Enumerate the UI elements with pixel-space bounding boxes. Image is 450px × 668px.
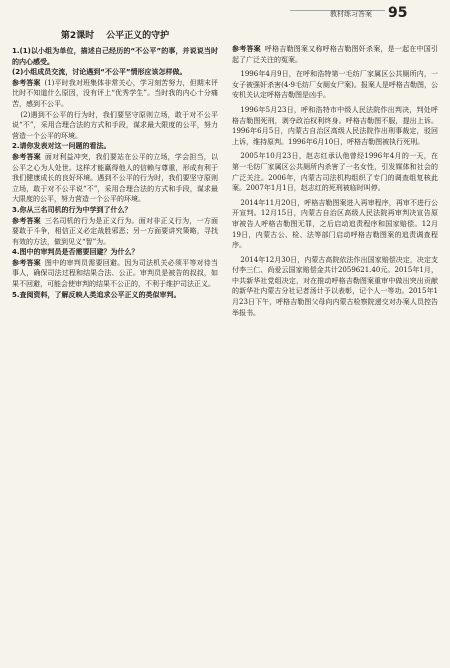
- answer-2: [12, 152, 218, 205]
- answer-3-text: 三名司机的行为是正义行为。面对非正义行为，一方面要敢于斗争，相信正义必定战胜邪恶；另一方面要讲究策略，寻找有效的方法，做到见义“智”为。: [12, 216, 219, 246]
- page-number: 95: [388, 5, 408, 21]
- answer-5-para-4: 2014年11月20日，呼格吉勒图案进入再审程序，再审不进行公开宣判。12月15日，内蒙古自治区高级人民法院再审判决宣告原审被告人呼格吉勒图无罪，之后启动追责程序和国家赔偿。12月19日，内蒙古公、检、法等部门启动呼格吉勒图案的追责调查程序。: [232, 198, 438, 250]
- answer-label: 参考答案: [232, 45, 261, 53]
- answer-4: [12, 258, 218, 290]
- right-column: [232, 44, 438, 318]
- lesson-name: 公平正义的守护: [106, 31, 170, 41]
- question-4: 4.图中的审判员是否需要回避？为什么？: [12, 248, 139, 257]
- left-column: [12, 46, 218, 300]
- lesson-title: [12, 28, 218, 42]
- lesson-number: 第2课时: [60, 31, 95, 41]
- answer-5-para-2: 1996年5月23日，呼和浩特市中级人民法院作出判决，判处呼格吉勒图死刑，剥夺政治权利终身。呼格吉勒图不服，提出上诉。1996年6月5日，内蒙古自治区高级人民法院作出刑事裁定，驳回上诉，维持原判。1996年6月10日，呼格吉勒图被执行死刑。: [232, 105, 438, 146]
- answer-5-para-1: 1996年4月9日，在呼和浩特第一毛纺厂家属区公共厕所内，一女子被强奸杀害(4·9毛纺厂女厕女尸案)。报案人是呼格吉勒图，公安机关认定呼格吉勒图是凶手。: [232, 70, 438, 100]
- header-label: 教材练习答案: [330, 10, 372, 18]
- question-2: 2.请你发表对这一问题的看法。: [12, 142, 111, 151]
- answer-3: [12, 216, 218, 248]
- answer-4-text: 图中的审判员需要回避。因为司法机关必须平等对待当事人，确保司法过程和结果合法、公正。审判员是被告的叔叔，如果不回避，可能会使审判的结果不公正的，不利于维护司法正义。: [12, 258, 219, 289]
- answer-5-para-3: 2005年10月23日，赵志红承认他曾经1996年4月的一天，在第一毛纺厂家属区公共厕所内杀害了一名女性，引发媒体和社会的广泛关注。2006年，内蒙古司法机构组织了专门的调查组复核此案。2007年1月1日，赵志红的死刑被临时叫停。: [232, 152, 438, 193]
- question-3: 3.你从三名司机的行为中学到了什么？: [12, 205, 132, 214]
- question-1: 1.(1)以小组为单位，描述自己经历的“不公平”的事，并说说当时的内心感受。: [12, 47, 218, 66]
- answer-1: [12, 78, 218, 110]
- answer-5-intro: [232, 44, 438, 65]
- answer-label: 参考答案: [12, 258, 41, 267]
- answer-label: 参考答案: [12, 216, 41, 225]
- answer-2-text: 面对利益冲突，我们要站在公平的立场，学会担当，以公平之心为人处世。这样才能赢得他人的信赖与尊重，形成有利于我们健康成长的良好环境。遇到不公平的行为时，我们要坚守原则立场，敢于对不公平说“不”，采用合理合法的方式和手段，谋求最大限度的公平，努力营造一个公平的环境。: [12, 152, 219, 204]
- answer-label: 参考答案: [12, 78, 41, 87]
- answer-5-para-5: 2014年12月30日，内蒙古高院依法作出国家赔偿决定，决定支付李三仁、尚爱云国家赔偿金共计2059621.40元。2015年1月，中共新华社党组决定，对在推动呼格吉勒图案重审中做出突出贡献的新华社内蒙古分社记者汤计予以表彰，记个人一等功。2015年1月23日下午，呼格吉勒图父母向内蒙古检察院递交对办案人员控告举报书。: [232, 255, 438, 317]
- question-5: 5.查阅资料，了解反映人类追求公平正义的类似审判。: [12, 290, 181, 299]
- answer-1-text: (1)平时我对班集体非常关心，学习刻苦努力，但期末评比时不知道什么原因，没有评上“优秀学生”。当时我的内心十分痛苦，感到不公平。: [12, 78, 219, 108]
- answer-label: 参考答案: [12, 152, 41, 161]
- question-1b: (2)小组成员交流，讨论遇到“不公平”情形应该怎样做。: [12, 68, 187, 77]
- answer-5-intro-text: 呼格吉勒图案又称呼格吉勒图奸杀案，是一起在中国引起了广泛关注的冤案。: [232, 45, 439, 64]
- answer-1b: (2)遇到不公平的行为时，我们要坚守原则立场，敢于对不公平说“不”，采用合理合法的方式和手段，谋求最大限度的公平，努力营造一个公平的环境。: [12, 110, 218, 140]
